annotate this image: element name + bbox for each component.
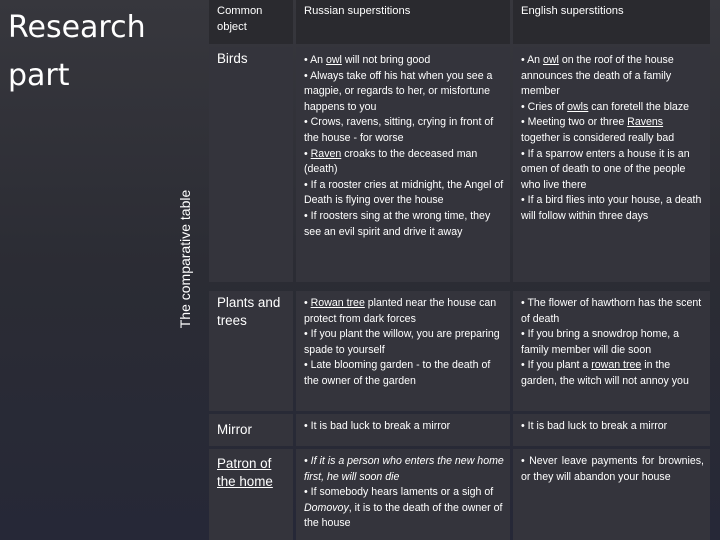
row-mirror-english: • It is bad luck to break a mirror xyxy=(513,414,710,446)
row-plants-object: Plants and trees xyxy=(209,291,293,411)
ru-birds-4: • Raven croaks to the deceased man (death) xyxy=(304,147,478,176)
row-patron-russian xyxy=(296,449,510,540)
ru-plants-2: • If you plant the willow, you are preparing spade to yourself xyxy=(304,328,500,356)
en-plants-2: • If you bring a snowdrop home, a family member will die soon xyxy=(521,328,679,356)
row-birds-russian xyxy=(296,47,510,282)
en-birds-4: • If a sparrow enters a house it is an omen of death to one of the people who live there xyxy=(521,147,690,191)
row-patron-english: • Never leave payments for brownies, or they will abandon your house xyxy=(513,449,710,540)
comparative-table xyxy=(209,0,720,540)
row-plants-russian xyxy=(296,291,510,411)
row-plants-english xyxy=(513,291,710,411)
en-plants-3: • If you plant a rowan tree in the garden, the witch will not annoy you xyxy=(521,359,689,387)
ru-plants-3: • Late blooming garden - to the death of the owner of the garden xyxy=(304,359,491,387)
header-common-object: Common object xyxy=(209,0,293,44)
row-mirror-russian: • It is bad luck to break a mirror xyxy=(296,414,510,446)
ru-plants-1: • Rowan tree planted near the house can protect from dark forces xyxy=(304,297,497,325)
slide-title: Research part xyxy=(8,10,146,93)
ru-patron-2: • If somebody hears laments or a sigh of Domovoy, it is to the death of the owner of the house xyxy=(304,486,503,530)
ru-patron-1: • If it is a person who enters the new home first, he will soon die xyxy=(304,455,504,483)
ru-birds-3: • Crows, ravens, sitting, crying in front of the house - for worse xyxy=(304,116,494,144)
en-birds-1: • An owl on the roof of the house announces the death of a family member xyxy=(521,54,674,98)
ru-birds-2: • Always take off his hat when you see a magpie, or regards to her, or misfortune happens to you xyxy=(304,69,493,113)
header-english: English superstitions xyxy=(513,0,710,44)
en-birds-3: • Meeting two or three Ravens together is considered really bad xyxy=(521,116,675,144)
ru-birds-6: • If roosters sing at the wrong time, they see an evil spirit and drive it away xyxy=(304,209,491,238)
side-label-text: The comparative table xyxy=(177,189,193,329)
header-russian: Russian superstitions xyxy=(296,0,510,44)
en-plants-1: • The flower of hawthorn has the scent of death xyxy=(521,297,702,325)
side-label xyxy=(176,164,194,354)
row-birds-object: Birds xyxy=(209,47,293,282)
en-birds-2: • Cries of owls can foretell the blaze xyxy=(521,100,690,113)
row-patron-object: Patron of the home xyxy=(209,449,293,540)
en-birds-5: • If a bird flies into your house, a death will follow within three days xyxy=(521,194,702,222)
ru-birds-1: • An owl will not bring good xyxy=(304,54,431,66)
row-mirror-object: Mirror xyxy=(209,414,293,446)
row-birds-english xyxy=(513,47,710,282)
ru-birds-5: • If a rooster cries at midnight, the Angel of Death is flying over the house xyxy=(304,178,504,207)
